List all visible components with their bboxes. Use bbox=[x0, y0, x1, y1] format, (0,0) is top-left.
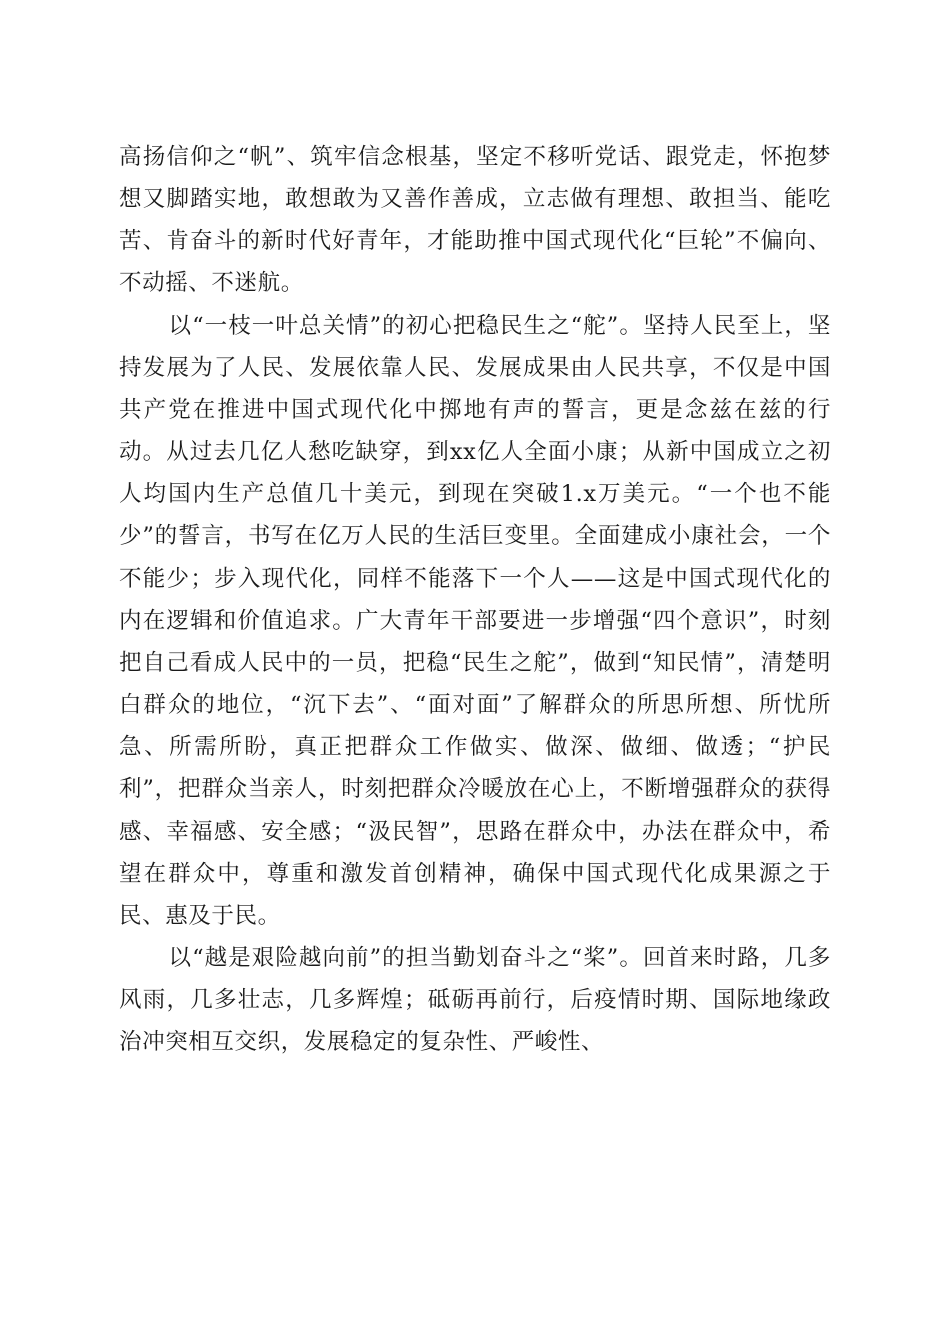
paragraph-struggle-oar: 以“越是艰险越向前”的担当勤划奋斗之“桨”。回首来时路，几多风雨，几多壮志，几多辉煌；砥砺再前行，后疫情时期、国际地缘政治冲突相互交织，发展稳定的复杂性、严峻性、 bbox=[119, 944, 831, 1056]
paragraph-continuation: 高扬信仰之“帆”、筑牢信念根基，坚定不移听党话、跟党走，怀抱梦想又脚踏实地，敢想敢为又善作善成，立志做有理想、敢担当、能吃苦、肯奋斗的新时代好青年，才能助推中国式现代化“巨轮”不偏向、不动摇、不迷航。 bbox=[119, 144, 831, 297]
body-text bbox=[119, 136, 831, 1063]
paragraph-livelihood-rudder: 以“一枝一叶总关情”的初心把稳民生之“舵”。坚持人民至上，坚持发展为了人民、发展依靠人民、发展成果由人民共享，不仅是中国共产党在推进中国式现代化中掷地有声的誓言，更是念兹在兹的行动。从过去几亿人愁吃缺穿，到xx亿人全面小康；从新中国成立之初人均国内生产总值几十美元，到现在突破1.x万美元。“一个也不能少”的誓言，书写在亿万人民的生活巨变里。全面建成小康社会，一个不能少；步入现代化，同样不能落下一个人——这是中国式现代化的内在逻辑和价值追求。广大青年干部要进一步增强“四个意识”，时刻把自己看成人民中的一员，把稳“民生之舵”，做到“知民情”，清楚明白群众的地位，“沉下去”、“面对面”了解群众的所思所想、所忧所急、所需所盼，真正把群众工作做实、做深、做细、做透；“护民利”，把群众当亲人，时刻把群众冷暖放在心上，不断增强群众的获得感、幸福感、安全感；“汲民智”，思路在群众中，办法在群众中，希望在群众中，尊重和激发首创精神，确保中国式现代化成果源之于民、惠及于民。 bbox=[119, 312, 831, 929]
